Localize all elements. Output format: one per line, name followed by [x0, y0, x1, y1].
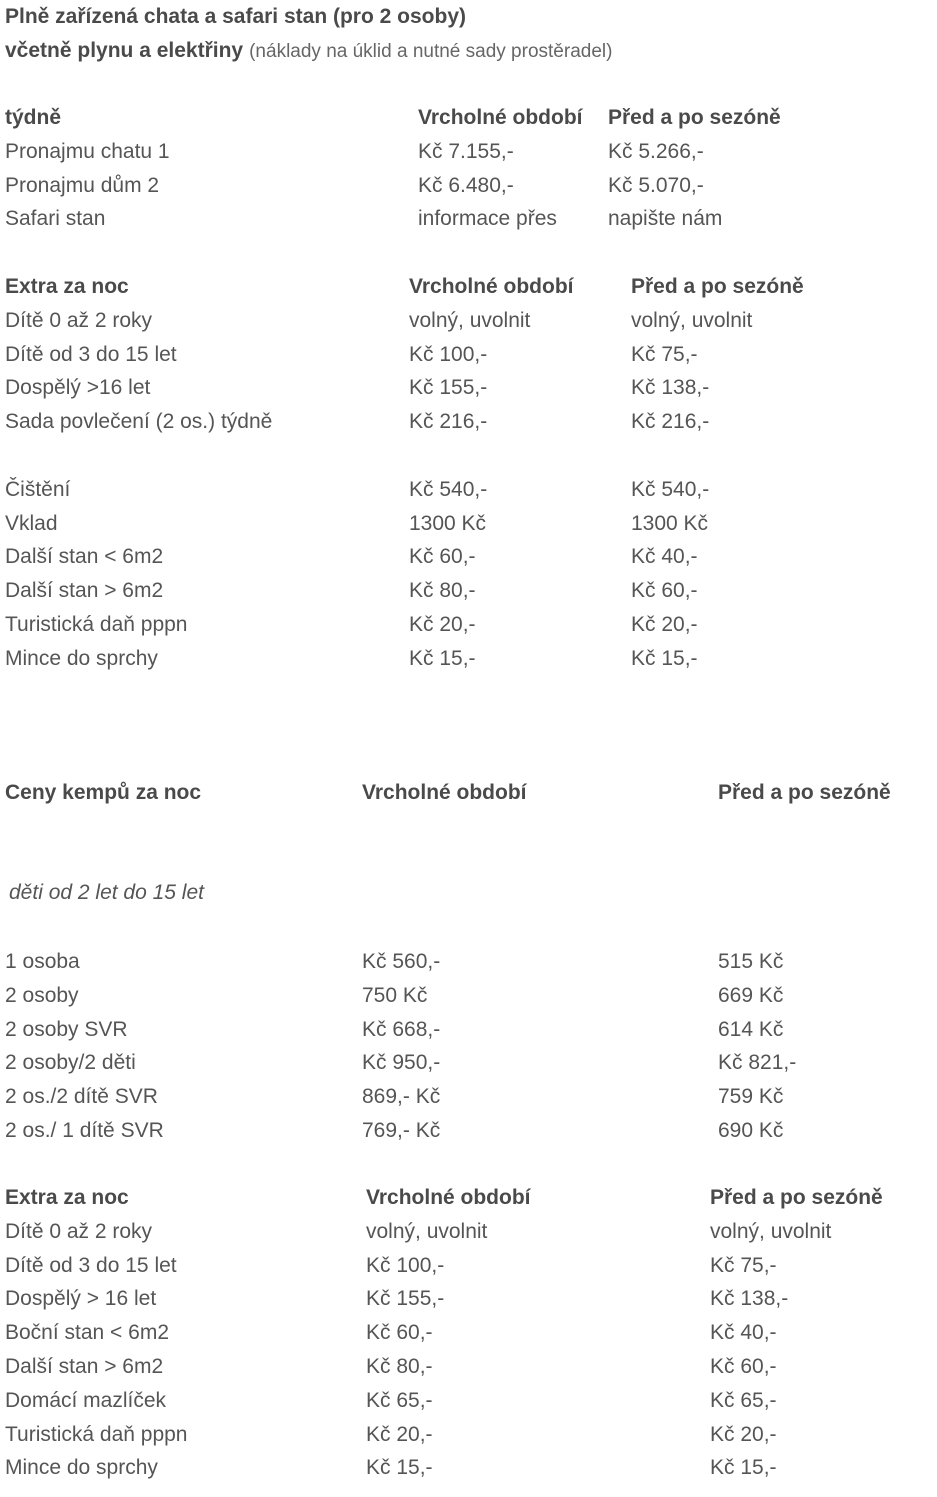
cell-2: 1300 Kč [631, 511, 709, 535]
table-header-row [5, 776, 937, 810]
column-header-1: Vrcholné období [418, 106, 583, 129]
cell-2: Kč 20,- [710, 1422, 777, 1446]
column-header-1: Vrcholné období [409, 275, 574, 298]
camping-children-note: děti od 2 let do 15 let [9, 881, 204, 904]
column-header-0: Ceny kempů za noc [5, 781, 202, 804]
cell-1: Kč 560,- [362, 950, 441, 973]
table-row [5, 473, 937, 507]
table-row [5, 507, 937, 541]
cell-1: Kč 155,- [409, 376, 488, 400]
cell-2: Kč 15,- [710, 1456, 777, 1480]
cell-0: 2 osoby/2 děti [5, 1051, 136, 1075]
cell-1: Kč 7.155,- [418, 139, 514, 163]
cell-2: 690 Kč [718, 1118, 784, 1142]
cell-2: Kč 20,- [631, 612, 698, 636]
cell-1: Kč 80,- [366, 1354, 433, 1378]
cell-0: Pronajmu dům 2 [5, 173, 160, 197]
table-row [5, 135, 937, 169]
camping-table [5, 945, 937, 1148]
cell-0: 2 osoby SVR [5, 1017, 128, 1041]
cell-0: Dítě od 3 do 15 let [5, 1253, 177, 1277]
table-row [5, 1316, 937, 1350]
column-header-1: Vrcholné období [366, 1186, 531, 1209]
cell-2: Kč 216,- [631, 410, 710, 434]
cell-0: 2 osoby [5, 983, 79, 1007]
table-row [5, 979, 937, 1013]
cell-0: Boční stan < 6m2 [5, 1321, 170, 1345]
cell-2: Kč 138,- [631, 376, 710, 400]
cell-1: Kč 100,- [409, 342, 488, 366]
cell-2: 614 Kč [718, 1017, 784, 1041]
cell-2: Kč 5.266,- [608, 139, 704, 163]
cell-2: Kč 75,- [631, 342, 698, 366]
cell-2: Kč 821,- [718, 1051, 797, 1075]
intro-subtitle-note: (náklady na úklid a nutné sady prostěradel) [249, 41, 613, 62]
cell-2: Kč 40,- [631, 545, 698, 569]
cell-1: Kč 20,- [366, 1422, 433, 1446]
cell-0: Dítě 0 až 2 roky [5, 1219, 153, 1243]
table-row [5, 1451, 937, 1485]
cell-1: Kč 60,- [409, 545, 476, 569]
cell-0: Turistická daň pppn [5, 1422, 188, 1446]
cell-0: 1 osoba [5, 950, 80, 973]
cell-1: Kč 950,- [362, 1051, 441, 1075]
cell-1: 750 Kč [362, 983, 428, 1007]
table-row [5, 642, 937, 676]
cell-1: Kč 6.480,- [418, 173, 514, 197]
table-row [5, 945, 937, 979]
table-row [5, 1114, 937, 1148]
intro-title: Plně zařízená chata a safari stan (pro 2 osoby) [5, 5, 466, 28]
cell-1: 769,- Kč [362, 1118, 441, 1142]
cell-1: Kč 155,- [366, 1287, 445, 1311]
cell-0: Vklad [5, 511, 58, 535]
cell-2: Kč 75,- [710, 1253, 777, 1277]
cell-1: Kč 668,- [362, 1017, 441, 1041]
table-row [5, 1046, 937, 1080]
table-header-row [5, 270, 937, 304]
rentals-table [5, 101, 937, 236]
cell-0: 2 os./ 1 dítě SVR [5, 1118, 164, 1142]
camping-header [5, 776, 937, 810]
table-header-row [5, 101, 937, 135]
cell-2: Kč 540,- [631, 477, 710, 501]
table-row [5, 439, 937, 473]
cell-0: Další stan > 6m2 [5, 579, 164, 603]
table-row [5, 1384, 937, 1418]
table-row [5, 371, 937, 405]
cell-0: Čištění [5, 477, 71, 501]
cell-0: Safari stan [5, 207, 106, 231]
cell-2: Kč 5.070,- [608, 173, 704, 197]
table-row [5, 574, 937, 608]
column-header-2: Před a po sezóně [710, 1186, 883, 1209]
cell-2: Kč 138,- [710, 1287, 789, 1311]
cell-2: 669 Kč [718, 983, 784, 1007]
cell-0: Pronajmu chatu 1 [5, 139, 170, 163]
cell-0: Dítě 0 až 2 roky [5, 308, 153, 332]
cell-1: volný, uvolnit [366, 1219, 488, 1243]
cell-2: Kč 60,- [631, 579, 698, 603]
cell-0: Sada povlečení (2 os.) týdně [5, 410, 273, 434]
column-header-1: Vrcholné období [362, 781, 527, 804]
cell-1: Kč 15,- [366, 1456, 433, 1480]
intro-subtitle [5, 37, 612, 66]
cell-2: Kč 15,- [631, 646, 698, 670]
column-header-2: Před a po sezóně [608, 106, 781, 129]
cell-1: 1300 Kč [409, 511, 487, 535]
table-row [5, 338, 937, 372]
cell-2: 759 Kč [718, 1085, 784, 1109]
table-row [5, 169, 937, 203]
cell-1: informace přes [418, 207, 557, 231]
table-row [5, 405, 937, 439]
cell-0: Mince do sprchy [5, 1456, 158, 1480]
cell-0: 2 os./2 dítě SVR [5, 1085, 158, 1109]
cell-0: Turistická daň pppn [5, 612, 188, 636]
column-header-0: týdně [5, 106, 62, 129]
cell-0: Dospělý > 16 let [5, 1287, 157, 1311]
table-row [5, 540, 937, 574]
cell-2: Kč 65,- [710, 1388, 777, 1412]
table-row [5, 1249, 937, 1283]
column-header-0: Extra za noc [5, 275, 129, 298]
table-row [5, 202, 937, 236]
cell-0: Další stan > 6m2 [5, 1354, 164, 1378]
cell-2: 515 Kč [718, 950, 784, 973]
cell-2: volný, uvolnit [631, 308, 753, 332]
cell-1: volný, uvolnit [409, 308, 531, 332]
table-row [5, 1282, 937, 1316]
cell-0: Mince do sprchy [5, 646, 158, 670]
cell-2: napište nám [608, 207, 723, 231]
table-row [5, 1215, 937, 1249]
table-row [5, 304, 937, 338]
extras-camping-table [5, 1181, 937, 1485]
cell-1: Kč 540,- [409, 477, 488, 501]
cell-1: Kč 65,- [366, 1388, 433, 1412]
table-row [5, 1080, 937, 1114]
cell-1: Kč 80,- [409, 579, 476, 603]
table-header-row [5, 1181, 937, 1215]
cell-1: Kč 100,- [366, 1253, 445, 1277]
cell-0: Další stan < 6m2 [5, 545, 164, 569]
cell-0: Domácí mazlíček [5, 1388, 167, 1412]
intro-subtitle-bold: včetně plynu a elektřiny [5, 39, 244, 62]
table-row [5, 1013, 937, 1047]
extras-chata-table [5, 270, 937, 676]
column-header-0: Extra za noc [5, 1186, 129, 1209]
table-row [5, 608, 937, 642]
cell-1: Kč 60,- [366, 1321, 433, 1345]
cell-0: Dospělý >16 let [5, 376, 151, 400]
cell-1: Kč 20,- [409, 612, 476, 636]
column-header-2: Před a po sezóně [718, 781, 891, 804]
cell-2: volný, uvolnit [710, 1219, 832, 1243]
cell-1: Kč 15,- [409, 646, 476, 670]
cell-1: 869,- Kč [362, 1085, 441, 1109]
table-row [5, 1418, 937, 1452]
cell-2: Kč 60,- [710, 1354, 777, 1378]
cell-2: Kč 40,- [710, 1321, 777, 1345]
cell-0: Dítě od 3 do 15 let [5, 342, 177, 366]
cell-1: Kč 216,- [409, 410, 488, 434]
table-row [5, 1350, 937, 1384]
column-header-2: Před a po sezóně [631, 275, 804, 298]
